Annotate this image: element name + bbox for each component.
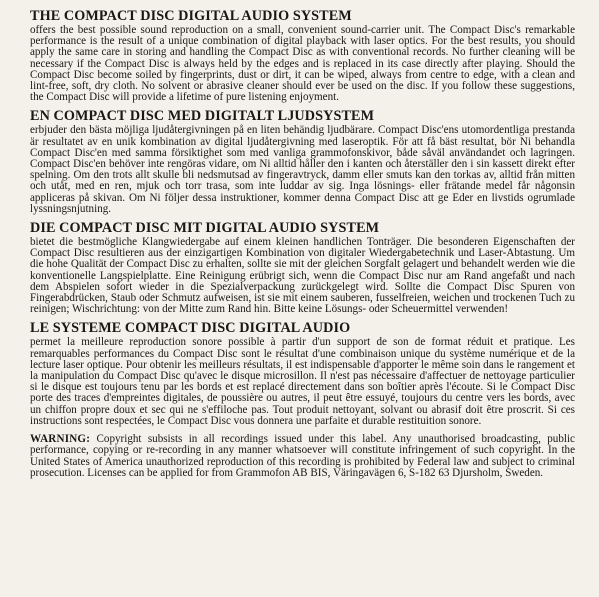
german-body: bietet die bestmögliche Klangwiedergabe auf einem kleinen handlichen Tonträger. Die besonderen Eigenschaften der Compact Disc resultieren aus der einzigartigen Kombination von digitaler Wiedergabetechnik und Laser-Abtastung. Um die hohe Qualität der Compact Disc zu erhalten, sollte sie mit der gleichen Sorgfalt gelagert und behandelt werden wie die konventionelle Langspielplatte. Eine Reinigung erübrigt sich, wenn die Compact Disc nur am Rand angefaßt und nach dem Abspielen sofort wieder in die Spezialverpackung zurückgelegt wird. Sollte die Compact Disc Spuren von Fingerabdrücken, Staub oder Schmutz aufweisen, ist sie mit einem sauberen, fusselfreien, weichen und trockenen Tuch zu reinigen; Wischrichtung: von der Mitte zum Rand hin. Bitte keine Lösungs- oder Scheuermittel verwenden!	[30, 236, 575, 316]
swedish-body: erbjuder den bästa möjliga ljudåtergivningen på en liten behändig ljudbärare. Compact Disc'ens utomordentliga prestanda är resultatet av en unik kombination av digital ljudåtergivning med laseroptik. För att få bäst resultat, bör Ni behandla Compact Disc'en med samma försiktighet som med vanliga grammofonskivor, både såväl användandet och lagringen. Compact Disc'en behöver inte rengöras vidare, om Ni alltid håller den i kanten och återställer den i sin kassett direkt efter spelning. Om den trots allt skulle bli nedsmutsad av fingeravtryck, damm eller smuts kan den torkas av, alltid från mitten och utåt, med en ren, mjuk och torr trasa, som inte luddar av sig. Inga lösnings- eller frätande medel får någonsin appliceras på skivan. Om Ni följer dessa instruktioner, kommer denna Compact Disc att ge Eder en livstids ogrumlade lyssningsnjutning.	[30, 124, 575, 215]
english-section	[30, 9, 575, 103]
warning-label: WARNING:	[30, 433, 91, 446]
german-section	[30, 221, 575, 315]
french-heading: LE SYSTEME COMPACT DISC DIGITAL AUDIO	[30, 320, 351, 337]
copyright-warning	[30, 434, 575, 479]
german-heading: DIE COMPACT DISC MIT DIGITAL AUDIO SYSTEM	[30, 220, 380, 237]
warning-paragraph	[30, 434, 575, 479]
warning-body: Copyright subsists in all recordings issued under this label. Any unauthorised broadcasting, public performance, copying or re-recording in any manner whatsoever will constitute infringement of such copyright. In the United States of America unauthorized reproduction of this recording is prohibited by Federal law and subject to criminal prosecution. Licenses can be applied for from Grammofon AB BIS, Väringavägen 6, S-182 63 Djursholm, Sweden.	[30, 433, 575, 479]
english-heading: THE COMPACT DISC DIGITAL AUDIO SYSTEM	[30, 8, 352, 24]
french-body: permet la meilleure reproduction sonore possible à partir d'un support de son de format réduit et pratique. Les remarquables performances du Compact Disc sont le résultat d'une combinaison unique du système numérique et de la lecture laser optique. Pour obtenir les meilleurs résultats, il est indispensable d'apporter le même soin dans le rangement et la manipulation du Compact Disc qu'avec le disque microsillon. Il n'est pas nécessaire d'affectuer de nettoyage particulier si le disque est toujours tenu par les bords et est replacé directement dans son boîtier après l'écoute. Si le Compact Disc porte des traces d'empreintes digitales, de poussière ou autres, il peut être essuyé, toujours du centre vers les bords, avec un chiffon propre doux et sec qui ne s'effiloche pas. Tout produit nettoyant, solvant ou abrasif doit être proscrit. Si ces instructions sont respectées, le Compact Disc vous donnera une parfaite et durable restituition sonore.	[30, 336, 575, 427]
english-body: offers the best possible sound reproduction on a small, convenient sound-carrier unit. The Compact Disc's remarkable performance is the result of a unique combination of digital playback with laser optics. For the best results, you should apply the same care in storing and handling the Compact Disc as with conventional records. No further cleaning will be necessary if the Compact Disc is always held by the edges and is replaced in its case directly after playing. Should the Compact Disc become soiled by fingerprints, dust or dirt, it can be wiped, always from centre to edge, with a clean and lint-free, soft, dry cloth. No solvent or abrasive cleaner should ever be used on the disc. If you follow these suggestions, the Compact Disc will provide a lifetime of pure listening enjoyment.	[30, 24, 575, 104]
swedish-section	[30, 109, 575, 215]
swedish-heading: EN COMPACT DISC MED DIGITALT LJUDSYSTEM	[30, 108, 375, 125]
french-section	[30, 321, 575, 427]
